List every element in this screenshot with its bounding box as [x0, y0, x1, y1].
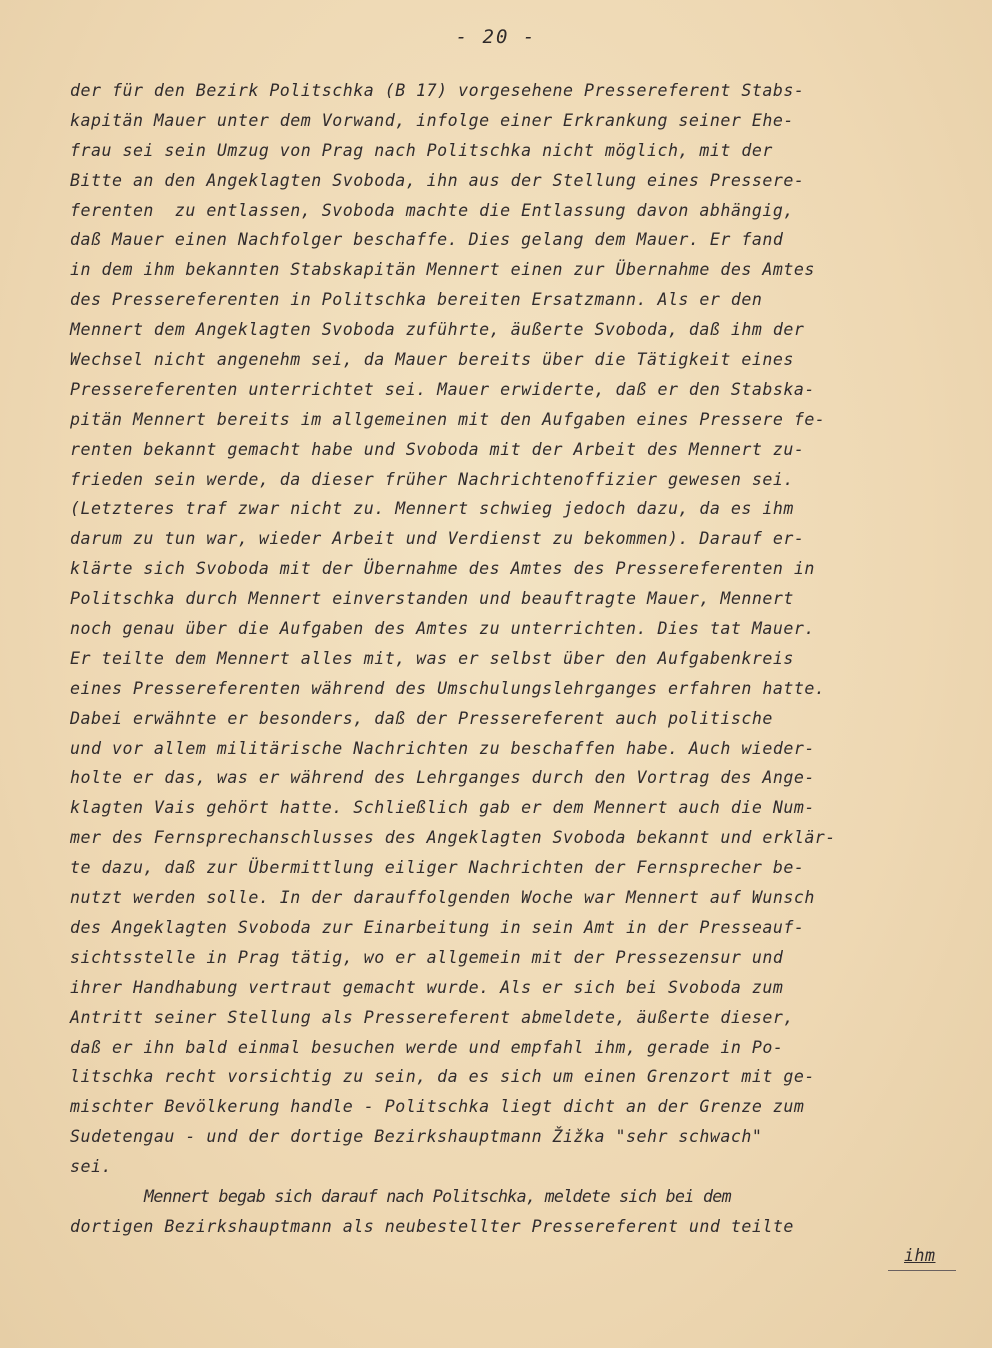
- text-line: Politschka durch Mennert einverstanden und beauftragte Mauer, Mennert: [70, 589, 794, 609]
- page-number: - 20 -: [455, 26, 537, 48]
- text-line: nutzt werden solle. In der darauffolgenden Woche war Mennert auf Wunsch: [70, 888, 815, 908]
- text-line: Antritt seiner Stellung als Pressereferent abmeldete, äußerte dieser,: [70, 1007, 794, 1027]
- text-line: frau sei sein Umzug von Prag nach Politschka nicht möglich, mit der: [70, 140, 773, 160]
- text-line: in dem ihm bekannten Stabskapitän Mennert einen zur Übernahme des Amtes: [70, 260, 815, 280]
- text-line: Dabei erwähnte er besonders, daß der Pressereferent auch politische: [70, 708, 773, 728]
- text-line: daß er ihn bald einmal besuchen werde und empfahl ihm, gerade in Po-: [70, 1037, 784, 1057]
- text-line: des Angeklagten Svoboda zur Einarbeitung in sein Amt in der Presseauf-: [70, 917, 805, 937]
- text-line: darum zu tun war, wieder Arbeit und Verdienst zu bekommen). Darauf er-: [70, 529, 805, 549]
- text-line: Sudetengau - und der dortige Bezirkshauptmann Žižka "sehr schwach": [70, 1127, 763, 1147]
- text-line: kapitän Mauer unter dem Vorwand, infolge einer Erkrankung seiner Ehe-: [70, 110, 794, 130]
- text-line: noch genau über die Aufgaben des Amtes zu unterrichten. Dies tat Mauer.: [70, 619, 815, 639]
- text-line: mer des Fernsprechanschlusses des Angeklagten Svoboda bekannt und erklär-: [70, 828, 836, 848]
- text-line: sei.: [70, 1157, 112, 1177]
- text-line: eines Pressereferenten während des Umschulungslehrganges erfahren hatte.: [70, 678, 826, 698]
- text-line: pitän Mennert bereits im allgemeinen mit den Aufgaben eines Pressere fe-: [70, 409, 826, 429]
- text-line: renten bekannt gemacht habe und Svoboda mit der Arbeit des Mennert zu-: [70, 439, 805, 459]
- text-line: (Letzteres traf zwar nicht zu. Mennert schwieg jedoch dazu, da es ihm: [70, 499, 794, 519]
- text-line: Mennert begab sich darauf nach Politschka, meldete sich bei dem: [144, 1186, 731, 1206]
- text-line: Bitte an den Angeklagten Svoboda, ihn aus der Stellung eines Pressere-: [70, 170, 805, 190]
- text-line: sichtsstelle in Prag tätig, wo er allgemein mit der Pressezensur und: [70, 947, 784, 967]
- text-line: klärte sich Svoboda mit der Übernahme des Amtes des Pressereferenten in: [70, 559, 815, 579]
- body-text: [70, 76, 950, 1242]
- text-line: Er teilte dem Mennert alles mit, was er selbst über den Aufgabenkreis: [70, 648, 794, 668]
- text-line: Mennert dem Angeklagten Svoboda zuführte, äußerte Svoboda, daß ihm der: [70, 320, 805, 340]
- text-line: ferenten zu entlassen, Svoboda machte die Entlassung davon abhängig,: [70, 200, 794, 220]
- text-line: mischter Bevölkerung handle - Politschka liegt dicht an der Grenze zum: [70, 1097, 805, 1117]
- text-line: frieden sein werde, da dieser früher Nachrichtenoffizier gewesen sei.: [70, 469, 794, 489]
- catchword-underline: [888, 1270, 956, 1271]
- text-line: klagten Vais gehört hatte. Schließlich gab er dem Mennert auch die Num-: [70, 798, 815, 818]
- text-line: dortigen Bezirkshauptmann als neubestellter Pressereferent und teilte: [70, 1216, 794, 1236]
- text-line: des Pressereferenten in Politschka bereiten Ersatzmann. Als er den: [70, 290, 763, 310]
- text-line: ihrer Handhabung vertraut gemacht wurde. Als er sich bei Svoboda zum: [70, 977, 784, 997]
- text-line: daß Mauer einen Nachfolger beschaffe. Dies gelang dem Mauer. Er fand: [70, 230, 784, 250]
- text-line: holte er das, was er während des Lehrganges durch den Vortrag des Ange-: [70, 768, 815, 788]
- text-line: litschka recht vorsichtig zu sein, da es sich um einen Grenzort mit ge-: [70, 1067, 815, 1087]
- text-line: und vor allem militärische Nachrichten zu beschaffen habe. Auch wieder-: [70, 738, 815, 758]
- catchword: ihm: [904, 1246, 936, 1265]
- text-line: der für den Bezirk Politschka (B 17) vorgesehene Pressereferent Stabs-: [70, 81, 805, 100]
- text-line: Wechsel nicht angenehm sei, da Mauer bereits über die Tätigkeit eines: [70, 350, 794, 370]
- text-line: te dazu, daß zur Übermittlung eiliger Nachrichten der Fernsprecher be-: [70, 858, 805, 878]
- text-line: Pressereferenten unterrichtet sei. Mauer erwiderte, daß er den Stabska-: [70, 379, 815, 399]
